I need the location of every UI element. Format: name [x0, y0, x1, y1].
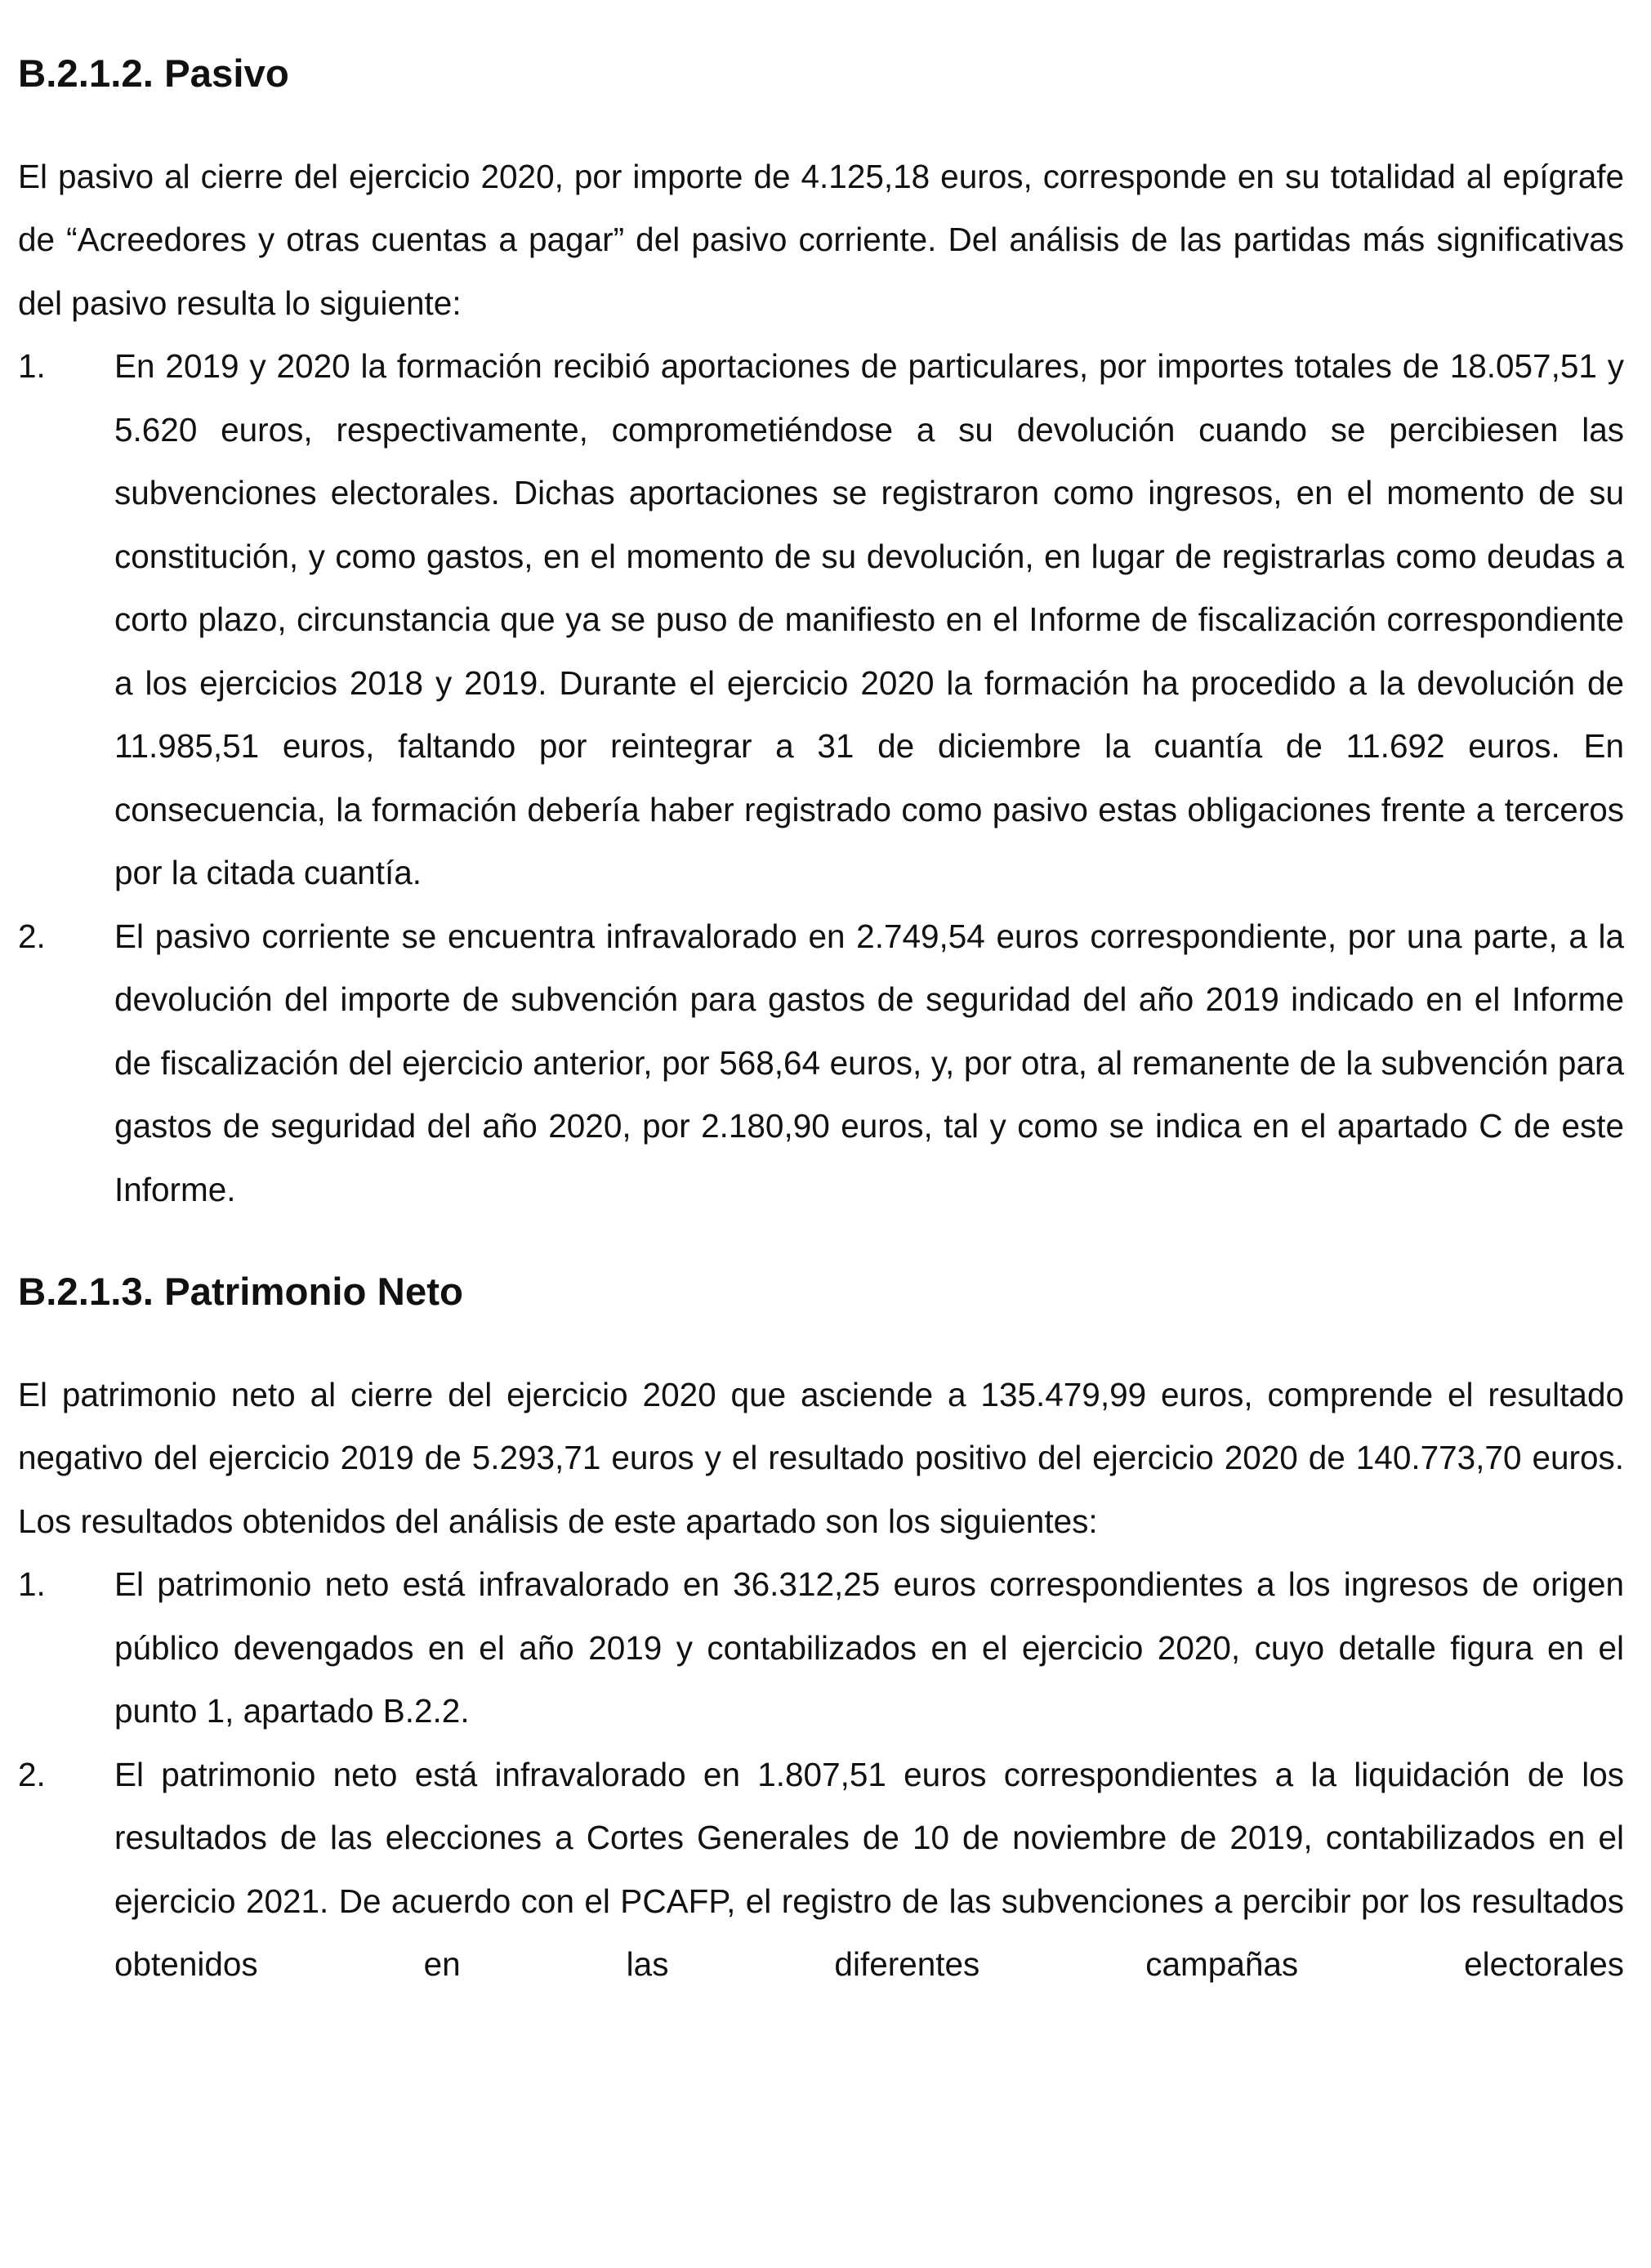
section-heading-pasivo: B.2.1.2. Pasivo [18, 52, 289, 96]
list-item-number: 2. [18, 917, 46, 955]
list-item-number: 1. [18, 1565, 46, 1603]
list-item-number: 2. [18, 1755, 46, 1793]
pasivo-list-item-1 [18, 335, 1624, 905]
patrimonio-list-item-1 [18, 1553, 1624, 1743]
section-heading-patrimonio-neto: B.2.1.3. Patrimonio Neto [18, 1270, 463, 1314]
list-item-text: En 2019 y 2020 la formación recibió aportaciones de particulares, por importes totales de 18.057,51 y 5.620 euros, respectivamente, comprometiéndose a su devolución cuando se percibiesen las subvenciones electorales. Dichas aportaciones se registraron como ingresos, en el momento de su constitución, y como gastos, en el momento de su devolución, en lugar de registrarlas como deudas a corto plazo, circunstancia que ya se puso de manifiesto en el Informe de fiscalización correspondiente a los ejercicios 2018 y 2019. Durante el ejercicio 2020 la formación ha procedido a la devolución de 11.985,51 euros, faltando por reintegrar a 31 de diciembre la cuantía de 11.692 euros. En consecuencia, la formación debería haber registrado como pasivo estas obligaciones frente a terceros por la citada cuantía. [114, 347, 1624, 891]
patrimonio-list-item-2 [18, 1743, 1624, 1997]
list-item-text: El patrimonio neto está infravalorado en 1.807,51 euros correspondientes a la liquidación de los resultados de las elecciones a Cortes Generales de 10 de noviembre de 2019, contabilizados en el ejercicio 2021. De acuerdo con el PCAFP, el registro de las subvenciones a percibir por los resultados obtenidos en las diferentes campañas electorales [114, 1755, 1624, 1983]
list-item-number: 1. [18, 347, 46, 385]
list-item-text: El pasivo corriente se encuentra infravalorado en 2.749,54 euros correspondiente, por una parte, a la devolución del importe de subvención para gastos de seguridad del año 2019 indicado en el Informe de fiscalización del ejercicio anterior, por 568,64 euros, y, por otra, al remanente de la subvención para gastos de seguridad del año 2020, por 2.180,90 euros, tal y como se indica en el apartado C de este Informe. [114, 917, 1624, 1208]
pasivo-list-item-2 [18, 905, 1624, 1222]
pasivo-intro-paragraph: El pasivo al cierre del ejercicio 2020, por importe de 4.125,18 euros, corresponde en su totalidad al epígrafe de “Acreedores y otras cuentas a pagar” del pasivo corriente. Del análisis de las partidas más significativas del pasivo resulta lo siguiente: [18, 157, 1624, 322]
list-item-text: El patrimonio neto está infravalorado en 36.312,25 euros correspondientes a los ingresos de origen público devengados en el año 2019 y contabilizados en el ejercicio 2020, cuyo detalle figura en el punto 1, apartado B.2.2. [114, 1565, 1624, 1730]
patrimonio-intro-paragraph: El patrimonio neto al cierre del ejercicio 2020 que asciende a 135.479,99 euros, comprende el resultado negativo del ejercicio 2019 de 5.293,71 euros y el resultado positivo del ejercicio 2020 de 140.773,70 euros. Los resultados obtenidos del análisis de este apartado son los siguientes: [18, 1375, 1624, 1540]
document-page [18, 42, 1624, 1997]
